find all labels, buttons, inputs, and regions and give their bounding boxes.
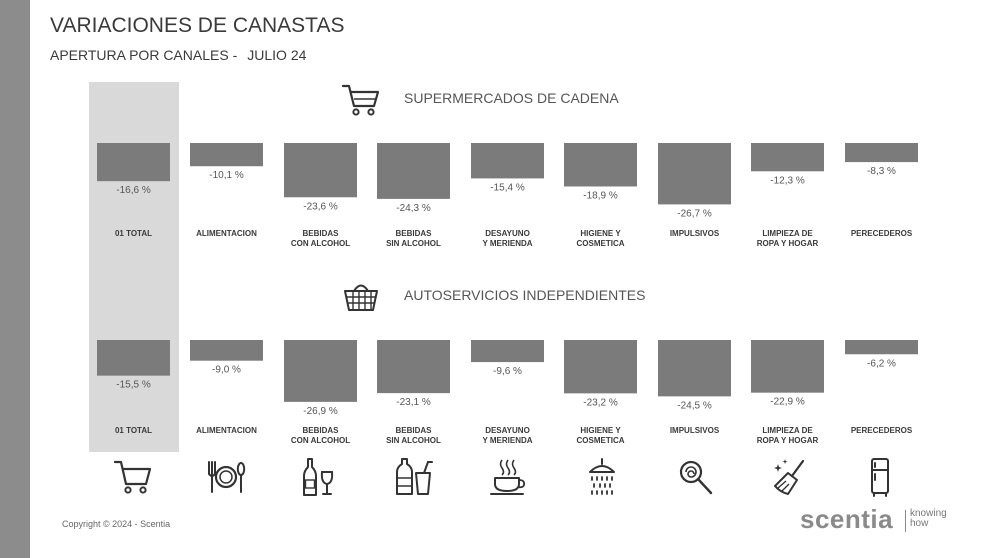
category-label: DESAYUNO: [485, 426, 530, 435]
bar: [377, 143, 450, 199]
bar: [190, 143, 263, 166]
bar: [564, 340, 637, 393]
data-label: -18,9 %: [583, 190, 618, 202]
data-label: -15,4 %: [490, 182, 525, 194]
category-label: HIGIENE Y: [580, 426, 621, 435]
data-label: -23,1 %: [396, 397, 431, 409]
subtitle-month: JULIO 24: [247, 47, 307, 63]
category-label: DESAYUNO: [485, 229, 530, 238]
section-title: AUTOSERVICIOS INDEPENDIENTES: [404, 287, 646, 303]
data-label: -10,1 %: [209, 170, 244, 182]
copyright-text: Copyright © 2024 - Scentia: [62, 519, 171, 529]
bar: [190, 340, 263, 361]
shopping-cart-icon: [111, 456, 155, 498]
category-label: IMPULSIVOS: [669, 426, 720, 435]
data-label: -24,5 %: [677, 400, 712, 412]
bar: [471, 143, 544, 178]
category-label: Y MERIENDA: [482, 436, 533, 445]
brand-name: scentia: [800, 504, 894, 534]
data-label: -6,2 %: [867, 358, 896, 370]
bar: [658, 143, 731, 204]
category-label: BEBIDAS: [302, 229, 339, 238]
category-label: HIGIENE Y: [580, 229, 621, 238]
coffee-cup-icon: [486, 456, 530, 498]
data-label: -22,9 %: [770, 396, 805, 408]
brand-tagline: knowing how: [910, 508, 947, 529]
category-label: ROPA Y HOGAR: [756, 239, 819, 248]
category-label: 01 TOTAL: [114, 426, 153, 435]
category-label: LIMPIEZA DE: [762, 426, 813, 435]
bar: [377, 340, 450, 393]
category-label: COSMETICA: [576, 239, 625, 248]
bar: [97, 143, 170, 181]
data-label: -23,2 %: [583, 397, 618, 409]
cleaning-broom-icon: [768, 456, 812, 498]
subtitle-text: APERTURA POR CANALES -: [50, 47, 238, 63]
bar: [845, 143, 918, 162]
bar: [845, 340, 918, 354]
category-label: LIMPIEZA DE: [762, 229, 813, 238]
category-label: PERECEDEROS: [850, 229, 913, 238]
bar: [564, 143, 637, 186]
section-title: SUPERMERCADOS DE CADENA: [404, 90, 619, 106]
category-label: 01 TOTAL: [114, 229, 153, 238]
plate-cutlery-icon: [204, 456, 248, 498]
category-label: PERECEDEROS: [850, 426, 913, 435]
data-label: -26,7 %: [677, 208, 712, 220]
bar: [97, 340, 170, 376]
data-label: -9,0 %: [212, 364, 241, 376]
shower-icon: [580, 456, 624, 498]
category-label: CON ALCOHOL: [290, 436, 351, 445]
bar: [751, 340, 824, 393]
category-label: BEBIDAS: [302, 426, 339, 435]
category-label: ROPA Y HOGAR: [756, 436, 819, 445]
category-label: SIN ALCOHOL: [386, 436, 441, 445]
data-label: -9,6 %: [493, 366, 522, 378]
bar: [751, 143, 824, 171]
bar: [284, 143, 357, 197]
category-label: BEBIDAS: [395, 229, 432, 238]
data-label: -26,9 %: [303, 405, 338, 417]
bar: [471, 340, 544, 362]
category-label: COSMETICA: [576, 436, 625, 445]
category-label: ALIMENTACION: [196, 229, 257, 238]
soda-bottle-cup-icon: [392, 456, 436, 498]
category-label: ALIMENTACION: [196, 426, 257, 435]
bar: [658, 340, 731, 396]
category-label: IMPULSIVOS: [669, 229, 720, 238]
data-label: -24,3 %: [396, 202, 431, 214]
lollipop-icon: [674, 456, 718, 498]
page-title: VARIACIONES DE CANASTAS: [50, 14, 345, 37]
data-label: -15,5 %: [116, 379, 151, 391]
bar: [284, 340, 357, 402]
data-label: -23,6 %: [303, 201, 338, 213]
data-label: -12,3 %: [770, 175, 805, 187]
wine-bottle-glass-icon: [298, 456, 342, 498]
brand-divider: [905, 510, 906, 532]
data-label: -16,6 %: [116, 185, 151, 197]
category-label: BEBIDAS: [395, 426, 432, 435]
brand-logo: [800, 504, 970, 536]
category-label: CON ALCOHOL: [290, 239, 351, 248]
category-label: Y MERIENDA: [482, 239, 533, 248]
data-label: -8,3 %: [867, 166, 896, 178]
category-label: SIN ALCOHOL: [386, 239, 441, 248]
refrigerator-icon: [858, 456, 902, 498]
